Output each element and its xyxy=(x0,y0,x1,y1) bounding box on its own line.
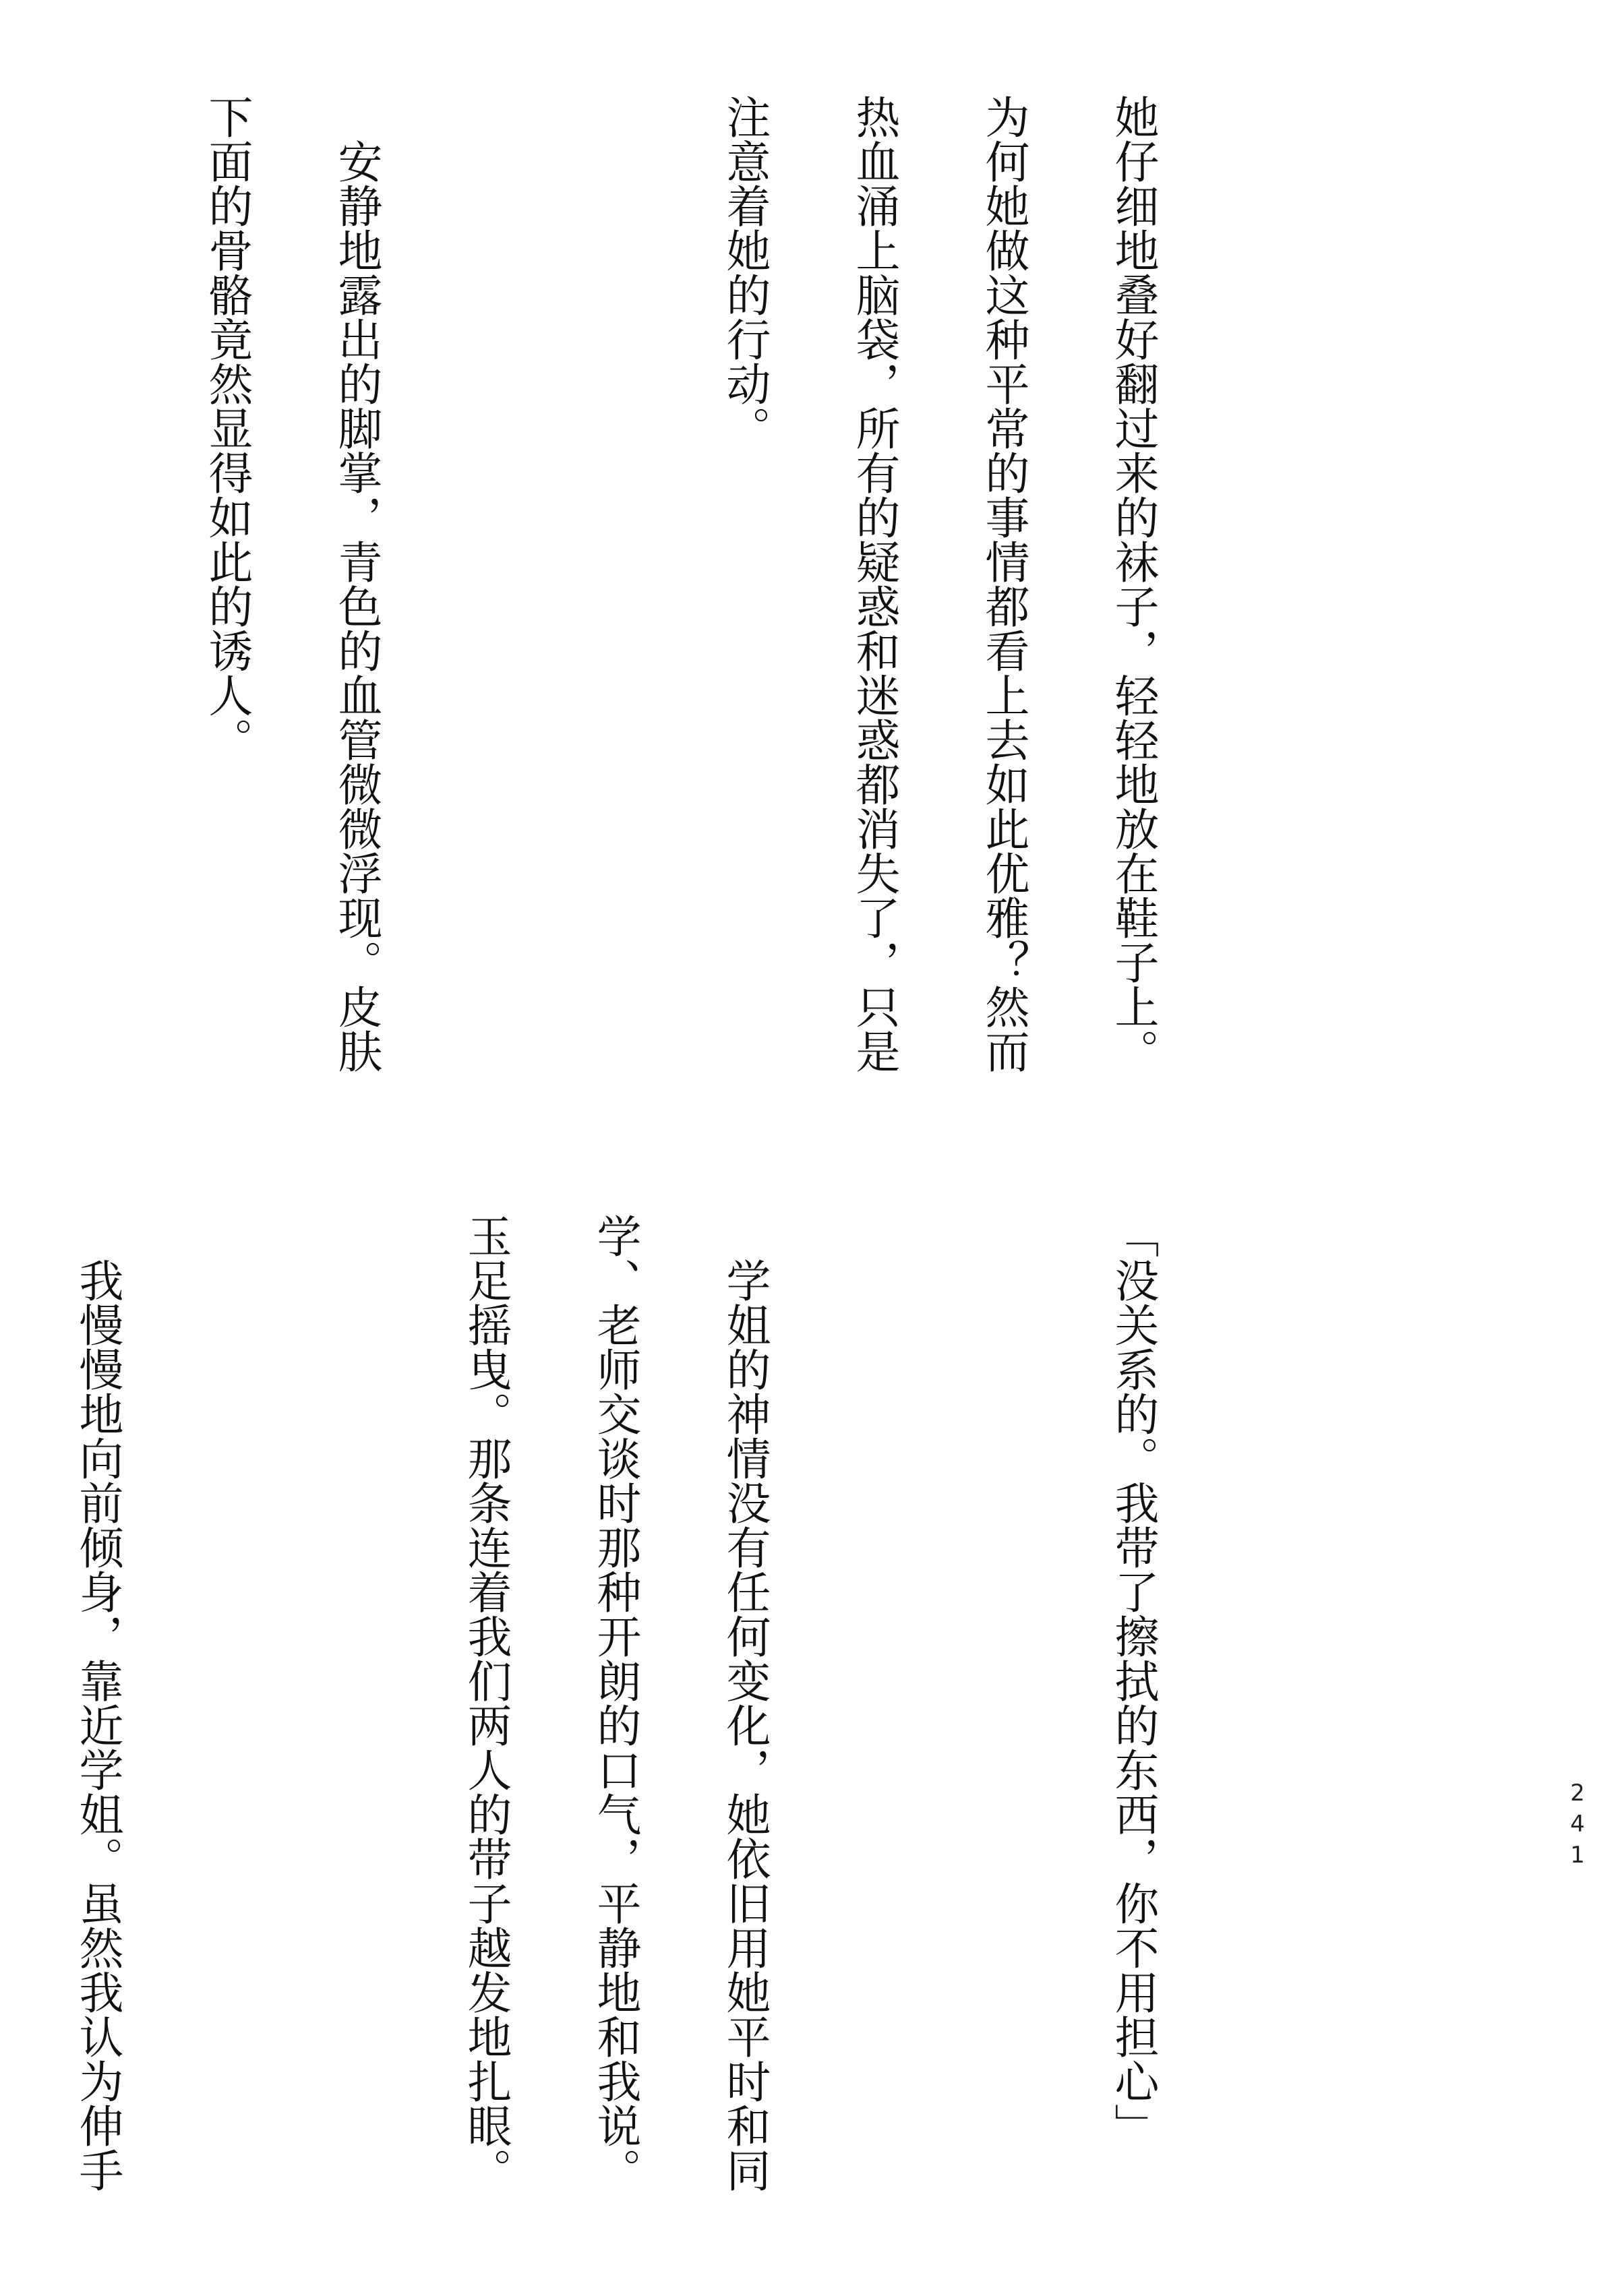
paragraph: 我慢慢地向前倾身，靠近学姐。虽然我认为伸手 xyxy=(71,1258,123,2192)
lower-text-block xyxy=(71,1213,1456,2198)
dialogue-line: 「没关系的。我带了擦拭的东西，你不用担心」 xyxy=(1107,1213,1159,2148)
paragraph: 她仔细地叠好翻过来的袜子，轻轻地放在鞋子上。为何她做这种平常的事情都看上去如此优雅？然而热血涌上脑袋，所有的疑惑和迷惑都消失了，只是注意着她的行动。 xyxy=(719,94,1159,1073)
paragraph: 学姐的神情没有任何变化，她依旧用她平时和同学、老师交谈时那种开朗的口气，平静地和我说。玉足摇曳。那条连着我们两人的带子越发地扎眼。 xyxy=(460,1213,771,2192)
paragraph: 安静地露出的脚掌，青色的血管微微浮现。皮肤下面的骨骼竟然显得如此的诱人。 xyxy=(201,94,382,1073)
upper-text-block xyxy=(135,94,1456,1106)
page-number: 241 xyxy=(1564,1780,1591,1873)
